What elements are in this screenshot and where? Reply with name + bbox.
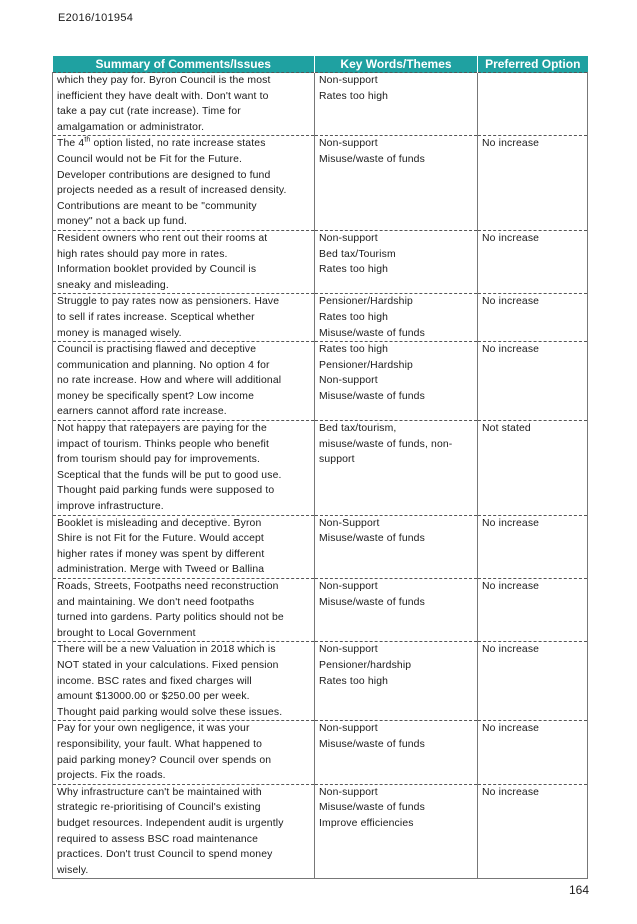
summary-cell: There will be a new Valuation in 2018 which is NOT stated in your calculations. Fixed pension income. BSC rates and fixed charges will amount $13000.00 or $250.00 per week. Thought paid parking would solve these issues. [53,642,315,721]
keywords-cell: Non-support Rates too high [315,73,478,136]
table-row [53,342,588,421]
table-row [53,784,588,879]
option-cell: Not stated [478,421,588,516]
keywords-cell: Non-support Misuse/waste of funds Improve efficiencies [315,784,478,879]
table-row [53,136,588,231]
keywords-cell: Non-support Pensioner/hardship Rates too high [315,642,478,721]
option-cell: No increase [478,136,588,231]
page-number: 164 [568,883,589,897]
table-header-row [53,56,588,73]
table-row [53,515,588,578]
keywords-cell: Bed tax/tourism, misuse/waste of funds, non- support [315,421,478,516]
summary-cell: Resident owners who rent out their rooms at high rates should pay more in rates. Information booklet provided by Council is sneaky and misleading. [53,230,315,293]
table-row [53,579,588,642]
keywords-cell: Rates too high Pensioner/Hardship Non-support Misuse/waste of funds [315,342,478,421]
keywords-cell: Non-Support Misuse/waste of funds [315,515,478,578]
summary-cell: The 4th option listed, no rate increase states Council would not be Fit for the Future. Developer contributions are designed to fund projects needed as a result of increased density. Contributions are meant to be "community money" not a back up fund. [53,136,315,231]
option-cell: No increase [478,721,588,784]
column-header-option: Preferred Option [478,56,588,73]
option-cell: No increase [478,230,588,293]
summary-cell: Struggle to pay rates now as pensioners. Have to sell if rates increase. Sceptical whether money is managed wisely. [53,294,315,342]
table-row [53,73,588,136]
table-row [53,721,588,784]
summary-cell: Why infrastructure can't be maintained with strategic re-prioritising of Council's existing budget resources. Independent audit is urgently required to assess BSC road maintenance practices. Don't trust Council to spend money wisely. [53,784,315,879]
summary-cell: Not happy that ratepayers are paying for the impact of tourism. Thinks people who benefit from tourism should pay for improvements. Sceptical that the funds will be put to good use. Thought paid parking funds were supposed to improve infrastructure. [53,421,315,516]
keywords-cell: Non-support Misuse/waste of funds [315,721,478,784]
table-row [53,421,588,516]
keywords-cell: Pensioner/Hardship Rates too high Misuse/waste of funds [315,294,478,342]
option-cell: No increase [478,784,588,879]
summary-cell: Pay for your own negligence, it was your responsibility, your fault. What happened to paid parking money? Council over spends on projects. Fix the roads. [53,721,315,784]
table-row [53,230,588,293]
summary-cell: which they pay for. Byron Council is the most inefficient they have dealt with. Don't want to take a pay cut (rate increase). Time for amalgamation or administrator. [53,73,315,136]
comments-table [52,56,588,879]
option-cell: No increase [478,642,588,721]
table-body [53,73,588,879]
option-cell: No increase [478,294,588,342]
option-cell [478,73,588,136]
option-cell: No increase [478,515,588,578]
summary-cell: Council is practising flawed and deceptive communication and planning. No option 4 for no rate increase. How and where will additional money be specifically spent? Low income earners cannot afford rate increase. [53,342,315,421]
document-id: E2016/101954 [58,12,134,24]
keywords-cell: Non-support Bed tax/Tourism Rates too high [315,230,478,293]
summary-cell: Roads, Streets, Footpaths need reconstruction and maintaining. We don't need footpaths turned into gardens. Party politics should not be brought to Local Government [53,579,315,642]
table-row [53,642,588,721]
table-row [53,294,588,342]
keywords-cell: Non-support Misuse/waste of funds [315,136,478,231]
option-cell: No increase [478,579,588,642]
keywords-cell: Non-support Misuse/waste of funds [315,579,478,642]
column-header-keywords: Key Words/Themes [315,56,478,73]
column-header-summary: Summary of Comments/Issues [53,56,315,73]
option-cell: No increase [478,342,588,421]
summary-cell: Booklet is misleading and deceptive. Byron Shire is not Fit for the Future. Would accept higher rates if money was spent by different administration. Merge with Tweed or Ballina [53,515,315,578]
